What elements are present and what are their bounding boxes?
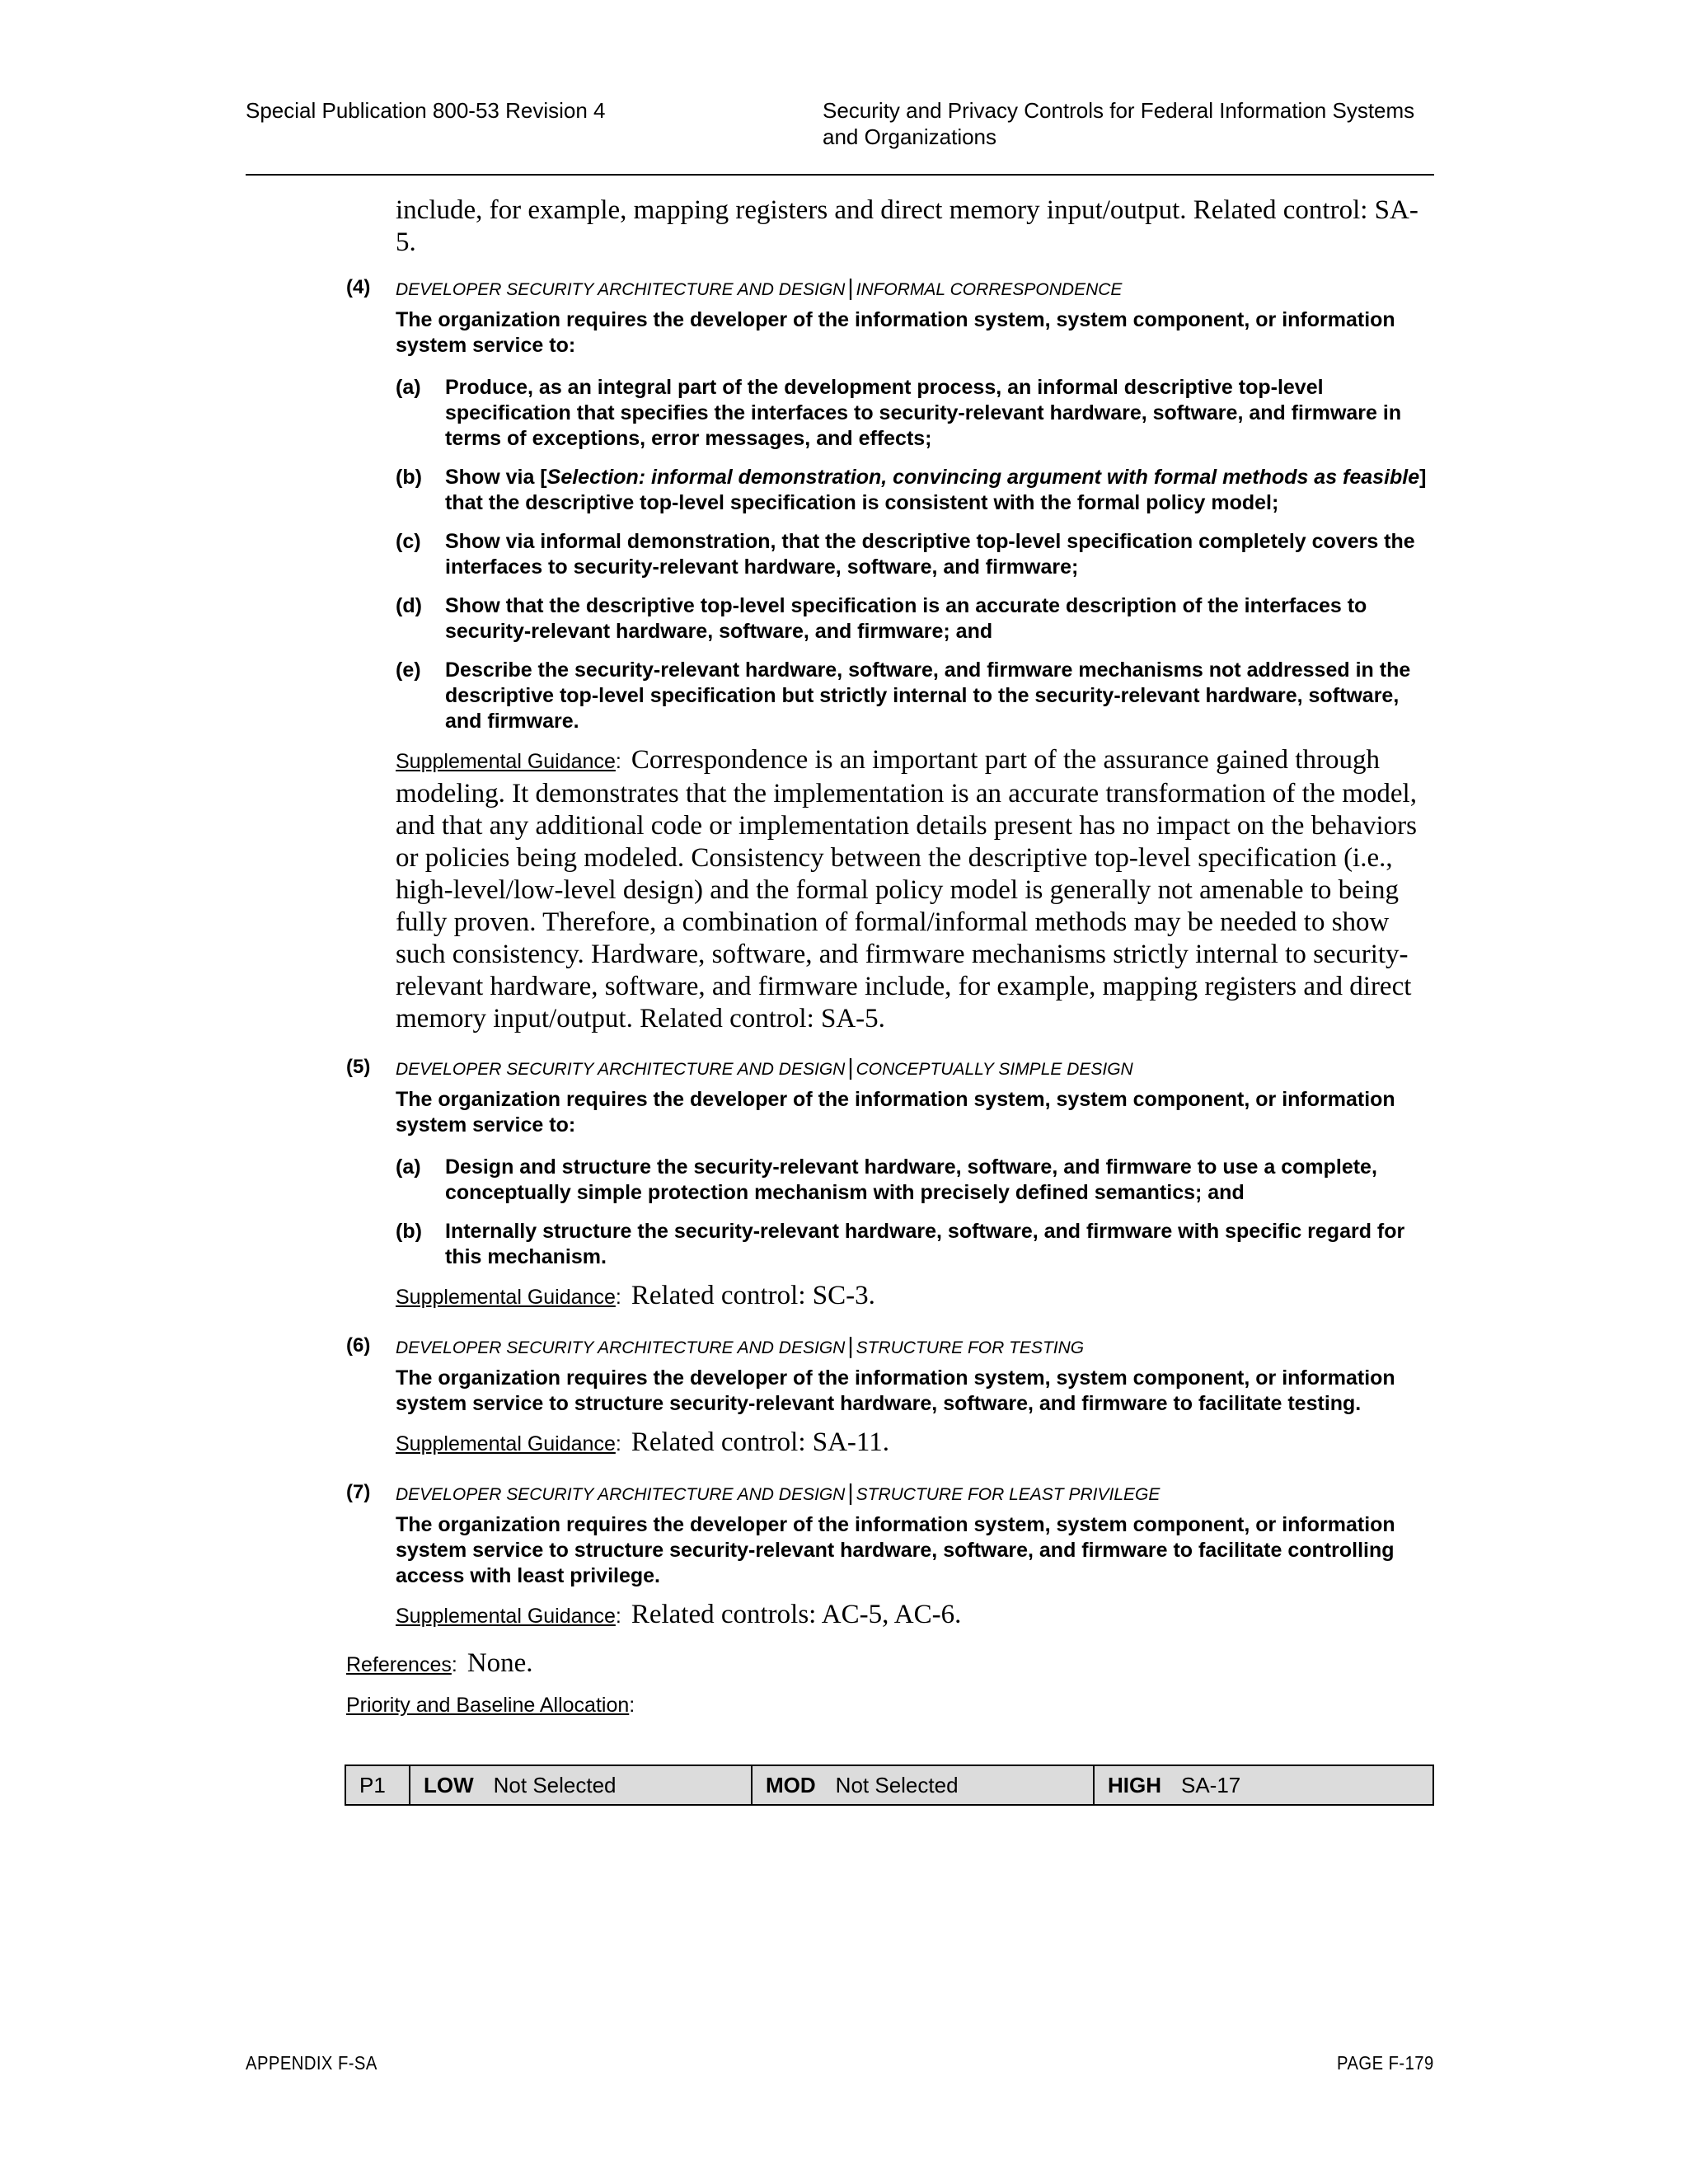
supplemental-guidance-label: Supplemental Guidance (396, 1432, 616, 1455)
supplemental-guidance-colon: : (615, 1605, 621, 1628)
enhancement-statement: The organization requires the developer of the information system, system component, or information system service to structure security-relevant hardware, software, and firmware to facilitate testing. (396, 1366, 1395, 1415)
item-letter: (d) (396, 594, 422, 617)
enhancement-title-sub: INFORMAL CORRESPONDENCE (856, 280, 1123, 299)
priority-baseline-label: Priority and Baseline Allocation (346, 1694, 630, 1717)
header-title (823, 97, 1449, 150)
enhancement-7 (346, 1480, 1436, 1633)
item-text: Describe the security-relevant hardware, software, and firmware mechanisms not addressed in the descriptive top-level specification but strictly internal to the security-relevant hardware, software, and firmware. (445, 658, 1411, 733)
supplemental-guidance-text: Related controls: AC-5, AC-6. (631, 1600, 962, 1629)
low-baseline-cell (409, 1766, 751, 1804)
supplemental-guidance-colon: : (615, 1432, 621, 1455)
continuation-text (396, 194, 1436, 259)
list-item (396, 1219, 1436, 1270)
item-letter: (b) (396, 1220, 422, 1243)
enhancement-statement: The organization requires the developer of the information system, system component, or information system service to: (396, 308, 1395, 357)
item-letter: (a) (396, 1155, 421, 1179)
item-letter: (b) (396, 466, 422, 489)
low-label: LOW (424, 1772, 474, 1797)
enhancement-title (396, 1333, 1436, 1361)
supplemental-guidance (396, 744, 1436, 1035)
supplemental-guidance-text: Correspondence is an important part of the assurance gained through modeling. It demonstrates that the implementation is an accurate transformation of the model, and that any additional code or implementation details present has no impact on the behaviors or policies being modeled. Consistency between the descriptive top-level specification (i.e., high-level/low-level design) and the formal policy model is generally not amenable to being fully proven. Therefore, a combination of formal/informal methods may be needed to show such consistency. Hardware, software, and firmware mechanisms strictly internal to security-relevant hardware, software, and firmware include, for example, mapping registers and direct memory input/output. Related control: SA-5. (396, 745, 1417, 1033)
enhancement-5 (346, 1055, 1436, 1314)
mod-label: MOD (766, 1772, 816, 1797)
enhancement-title-separator: | (847, 1479, 854, 1505)
item-text: Show that the descriptive top-level specification is an accurate description of the interfaces to security-relevant hardware, software, and firmware; and (445, 594, 1367, 643)
item-text-post: ] that the descriptive top-level specification is consistent with the formal policy model; (445, 466, 1427, 514)
baseline-allocation-table (345, 1765, 1434, 1806)
enhancement-title (396, 275, 1436, 302)
enhancement-title-separator: | (847, 274, 854, 300)
enhancement-title-main: DEVELOPER SECURITY ARCHITECTURE AND DESIGN (396, 280, 846, 299)
header-title-line1: Security and Privacy Controls for Federal Information Systems (823, 98, 1415, 123)
enhancement-statement: The organization requires the developer of the information system, system component, or information system service to structure security-relevant hardware, software, and firmware to facilitate controlling access with least privilege. (396, 1513, 1395, 1587)
supplemental-guidance-label: Supplemental Guidance (396, 1286, 616, 1309)
enhancement-statement: The organization requires the developer of the information system, system component, or information system service to: (396, 1088, 1395, 1137)
priority-baseline-heading (346, 1693, 1436, 1718)
item-text: Design and structure the security-relevant hardware, software, and firmware to use a complete, conceptually simple protection mechanism with precisely defined semantics; and (445, 1155, 1377, 1204)
list-item (396, 658, 1436, 734)
enhancement-title-main: DEVELOPER SECURITY ARCHITECTURE AND DESIGN (396, 1485, 846, 1504)
supplemental-guidance (396, 1427, 1436, 1460)
header-publication: Special Publication 800-53 Revision 4 (246, 98, 606, 123)
enhancement-title-separator: | (847, 1333, 854, 1358)
priority-cell (346, 1766, 409, 1804)
high-label: HIGH (1108, 1772, 1161, 1797)
selection-parameter: Selection: informal demonstration, convincing argument with formal methods as feasible (546, 466, 1420, 489)
enhancement-title (396, 1055, 1436, 1082)
supplemental-guidance (396, 1599, 1436, 1633)
item-text: Show via informal demonstration, that the descriptive top-level specification completely covers the interfaces to security-relevant hardware, software, and firmware; (445, 530, 1415, 579)
continuation-line2: 5. (396, 227, 416, 257)
priority-value: P1 (359, 1772, 386, 1797)
mod-value: Not Selected (835, 1772, 959, 1797)
document-body (346, 194, 1436, 1718)
list-item (396, 1155, 1436, 1206)
enhancement-title-main: DEVELOPER SECURITY ARCHITECTURE AND DESIGN (396, 1060, 846, 1079)
enhancement-title-sub: STRUCTURE FOR LEAST PRIVILEGE (856, 1485, 1160, 1504)
item-letter: (c) (396, 530, 421, 553)
supplemental-guidance-label: Supplemental Guidance (396, 1605, 616, 1628)
supplemental-guidance-label: Supplemental Guidance (396, 750, 616, 773)
references-text: None. (467, 1648, 533, 1678)
list-item (396, 375, 1436, 452)
header-title-line2: and Organizations (823, 124, 997, 149)
enhancement-title (396, 1480, 1436, 1507)
footer-page-number: PAGE F-179 (1337, 2052, 1434, 2074)
supplemental-guidance-colon: : (615, 1286, 621, 1309)
priority-baseline-colon: : (629, 1694, 635, 1717)
enhancement-6 (346, 1333, 1436, 1460)
enhancement-title-sub: CONCEPTUALLY SIMPLE DESIGN (856, 1060, 1133, 1079)
mod-baseline-cell (751, 1766, 1093, 1804)
enhancement-4 (346, 275, 1436, 1035)
list-item (396, 593, 1436, 644)
references (346, 1647, 1436, 1681)
supplemental-guidance (396, 1280, 1436, 1314)
supplemental-guidance-text: Related control: SC-3. (631, 1281, 875, 1310)
item-text: Produce, as an integral part of the development process, an informal descriptive top-level specification that specifies the interfaces to security-relevant hardware, software, and firmware in terms of exceptions, error messages, and effects; (445, 376, 1402, 450)
enhancement-title-separator: | (847, 1054, 854, 1080)
footer-appendix: APPENDIX F-SA (246, 2052, 377, 2074)
enhancement-number: (4) (346, 276, 371, 298)
enhancement-number: (5) (346, 1056, 371, 1078)
item-letter: (e) (396, 658, 421, 682)
references-label: References (346, 1653, 452, 1676)
references-colon: : (451, 1653, 457, 1676)
high-baseline-cell (1093, 1766, 1432, 1804)
continuation-line1: include, for example, mapping registers and direct memory input/output. Related control: SA- (396, 195, 1418, 225)
enhancement-number: (7) (346, 1481, 371, 1503)
item-text-pre: Show via [ (445, 466, 547, 489)
item-letter: (a) (396, 376, 421, 399)
enhancement-title-sub: STRUCTURE FOR TESTING (856, 1338, 1085, 1357)
list-item (396, 465, 1436, 516)
header-rule (246, 174, 1434, 176)
supplemental-guidance-colon: : (615, 750, 621, 773)
item-text: Internally structure the security-relevant hardware, software, and firmware with specific regard for this mechanism. (445, 1220, 1405, 1268)
enhancement-title-main: DEVELOPER SECURITY ARCHITECTURE AND DESIGN (396, 1338, 846, 1357)
list-item (396, 529, 1436, 580)
high-value: SA-17 (1181, 1772, 1241, 1797)
low-value: Not Selected (493, 1772, 617, 1797)
enhancement-number: (6) (346, 1334, 371, 1357)
supplemental-guidance-text: Related control: SA-11. (631, 1427, 889, 1457)
